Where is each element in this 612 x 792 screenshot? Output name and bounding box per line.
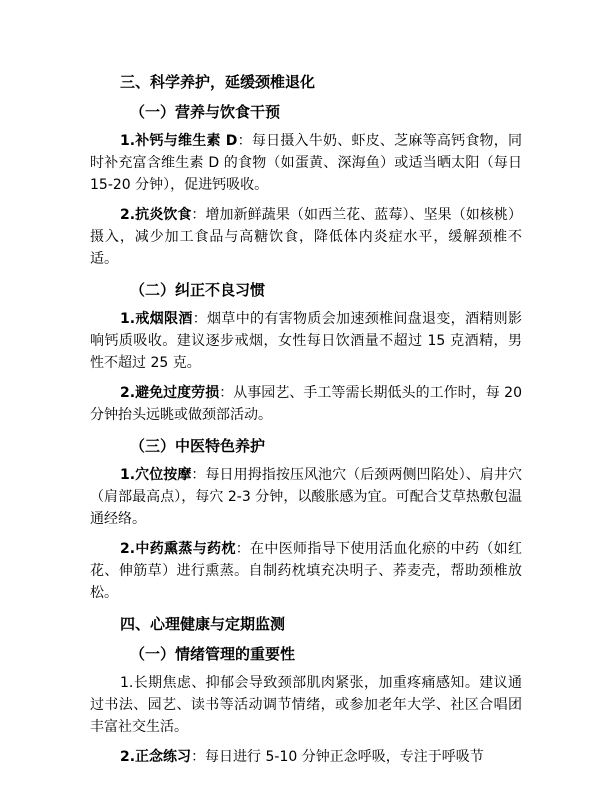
subsection-heading-nutrition: （一）营养与饮食干预: [130, 103, 281, 121]
subsection-heading-emotion: （一）情绪管理的重要性: [130, 645, 296, 663]
paragraph-lead: 1.戒烟限酒: [120, 311, 193, 327]
subsection-heading-tcm: （三）中医特色养护: [130, 437, 266, 455]
section-heading-3: 三、科学养护，延缓颈椎退化: [120, 73, 316, 91]
subsection-heading-habits: （二）纠正不良习惯: [130, 281, 266, 299]
paragraph-anxiety: 1.长期焦虑、抑郁会导致颈部肌肉紧张，加重疼痛感知。建议通过书法、园艺、读书等活动调节情绪，或参加老年大学、社区合唱团丰富社交生活。: [90, 675, 522, 735]
paragraph-lead: 1.补钙与维生素 D: [120, 133, 238, 149]
paragraph-acupressure: [90, 464, 522, 530]
paragraph-smoking-drinking: [90, 308, 522, 374]
section-heading-4: 四、心理健康与定期监测: [120, 615, 286, 633]
paragraph-lead: 2.正念练习: [120, 749, 192, 765]
paragraph-text: ：每日进行 5-10 分钟正念呼吸，专注于呼吸节: [191, 749, 484, 765]
paragraph-text: ：每日摄入牛奶、虾皮、芝麻等高钙食物，同时补充富含维生素 D 的食物（如蛋黄、深海鱼）或适当晒太阳（每日 15-20 分钟），促进钙吸收。: [90, 133, 523, 193]
paragraph-text: ：从事园艺、手工等需长期低头的工作时，每 20 分钟抬头远眺或做颈部活动。: [90, 385, 523, 423]
paragraph-lead: 2.中药熏蒸与药枕: [120, 541, 236, 557]
paragraph-lead: 2.避免过度劳损: [120, 385, 220, 401]
paragraph-anti-inflammatory: [90, 204, 522, 270]
paragraph-lead: 1.穴位按摩: [120, 467, 192, 483]
paragraph-text: ：烟草中的有害物质会加速颈椎间盘退变，酒精则影响钙质吸收。建议逐步戒烟，女性每日饮酒量不超过 15 克酒精，男性不超过 25 克。: [90, 311, 522, 371]
paragraph-text: ：在中医师指导下使用活血化瘀的中药（如红花、伸筋草）进行熏蒸。自制药枕填充决明子、荞麦壳，帮助颈椎放松。: [90, 541, 523, 601]
paragraph-lead: 2.抗炎饮食: [120, 207, 192, 223]
paragraph-text: ：增加新鲜蔬果（如西兰花、蓝莓）、坚果（如核桃）摄入，减少加工食品与高糖饮食，降低体内炎症水平，缓解颈椎不适。: [90, 207, 522, 267]
paragraph-text: ：每日用拇指按压风池穴（后颈两侧凹陷处）、肩井穴（肩部最高点），每穴 2-3 分钟，以酸胀感为宜。可配合艾草热敷包温通经络。: [90, 467, 522, 527]
paragraph-herbal-steam: [90, 538, 522, 604]
paragraph-overwork: [90, 382, 522, 426]
paragraph-calcium: [90, 130, 522, 196]
paragraph-mindfulness: [90, 746, 522, 768]
